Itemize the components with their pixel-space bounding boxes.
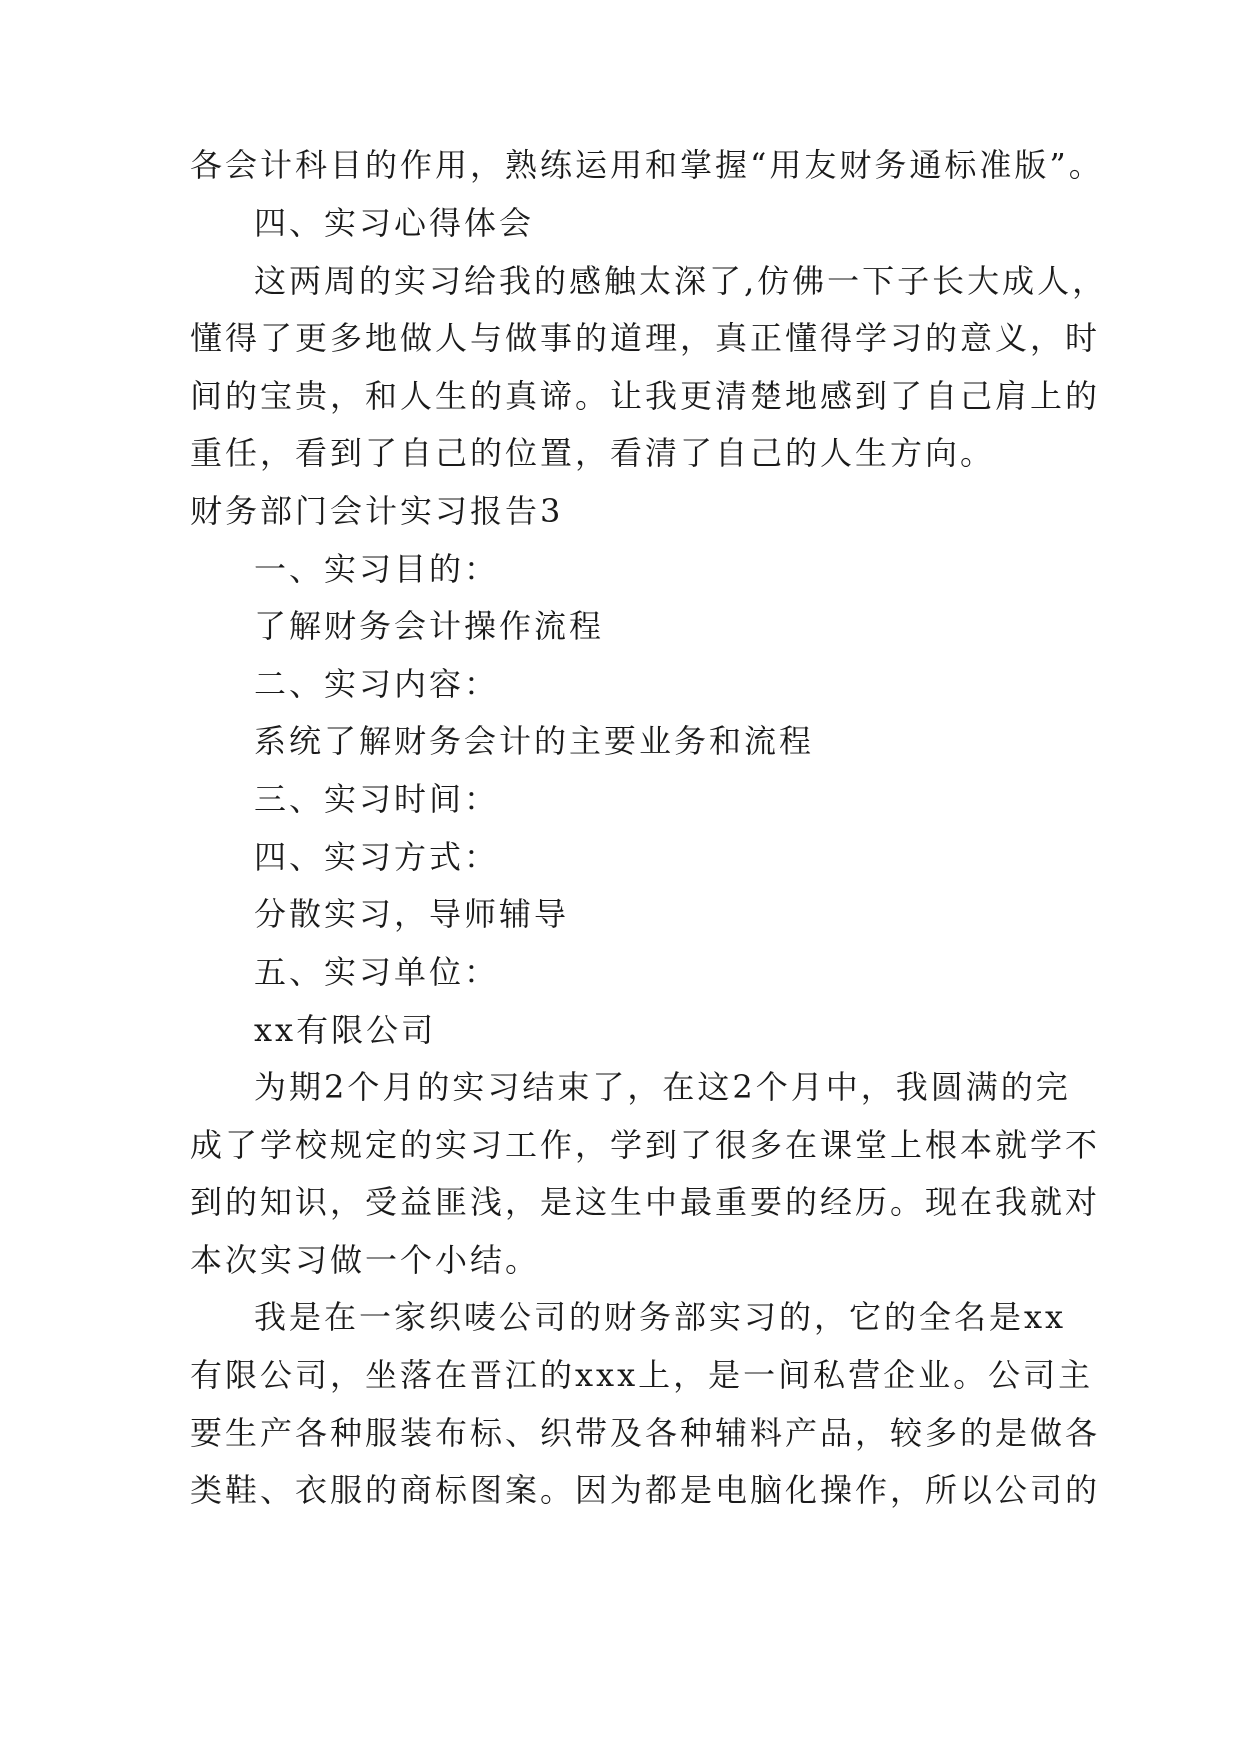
paragraph-line: 我是在一家织唛公司的财务部实习的，它的全名是xx (254, 1298, 1067, 1336)
section-heading: 三、实习时间： (254, 780, 500, 818)
section-heading: 五、实习单位： (254, 953, 500, 991)
paragraph-line: 了解财务会计操作流程 (254, 607, 605, 645)
section-heading: 二、实习内容： (254, 665, 500, 703)
paragraph-line: 系统了解财务会计的主要业务和流程 (254, 722, 815, 760)
paragraph-line: 这两周的实习给我的感触太深了,仿佛一下子长大成人， (254, 262, 1108, 300)
section-heading: 四、实习心得体会 (254, 204, 535, 242)
section-heading: 一、实习目的： (254, 550, 500, 588)
report-title: 财务部门会计实习报告3 (190, 492, 564, 530)
paragraph-line: 重任，看到了自己的位置，看清了自己的人生方向。 (190, 434, 996, 472)
paragraph-line: 本次实习做一个小结。 (190, 1241, 541, 1279)
paragraph-line: xx有限公司 (254, 1011, 437, 1049)
paragraph-line: 成了学校规定的实习工作，学到了很多在课堂上根本就学不 (190, 1126, 1101, 1164)
paragraph-line: 有限公司，坐落在晋江的xxx上，是一间私营企业。公司主 (190, 1356, 1094, 1394)
paragraph-line: 到的知识，受益匪浅，是这生中最重要的经历。现在我就对 (190, 1183, 1101, 1221)
paragraph-line: 懂得了更多地做人与做事的道理，真正懂得学习的意义，时 (190, 319, 1101, 357)
paragraph-line: 为期2个月的实习结束了，在这2个月中，我圆满的完 (254, 1068, 1071, 1106)
paragraph-line: 各会计科目的作用，熟练运用和掌握“用友财务通标准版”。 (190, 146, 1104, 184)
paragraph-line: 分散实习，导师辅导 (254, 895, 570, 933)
section-heading: 四、实习方式： (254, 838, 500, 876)
paragraph-line: 类鞋、衣服的商标图案。因为都是电脑化操作，所以公司的 (190, 1471, 1101, 1509)
paragraph-line: 要生产各种服装布标、织带及各种辅料产品，较多的是做各 (190, 1414, 1101, 1452)
paragraph-line: 间的宝贵，和人生的真谛。让我更清楚地感到了自己肩上的 (190, 377, 1101, 415)
